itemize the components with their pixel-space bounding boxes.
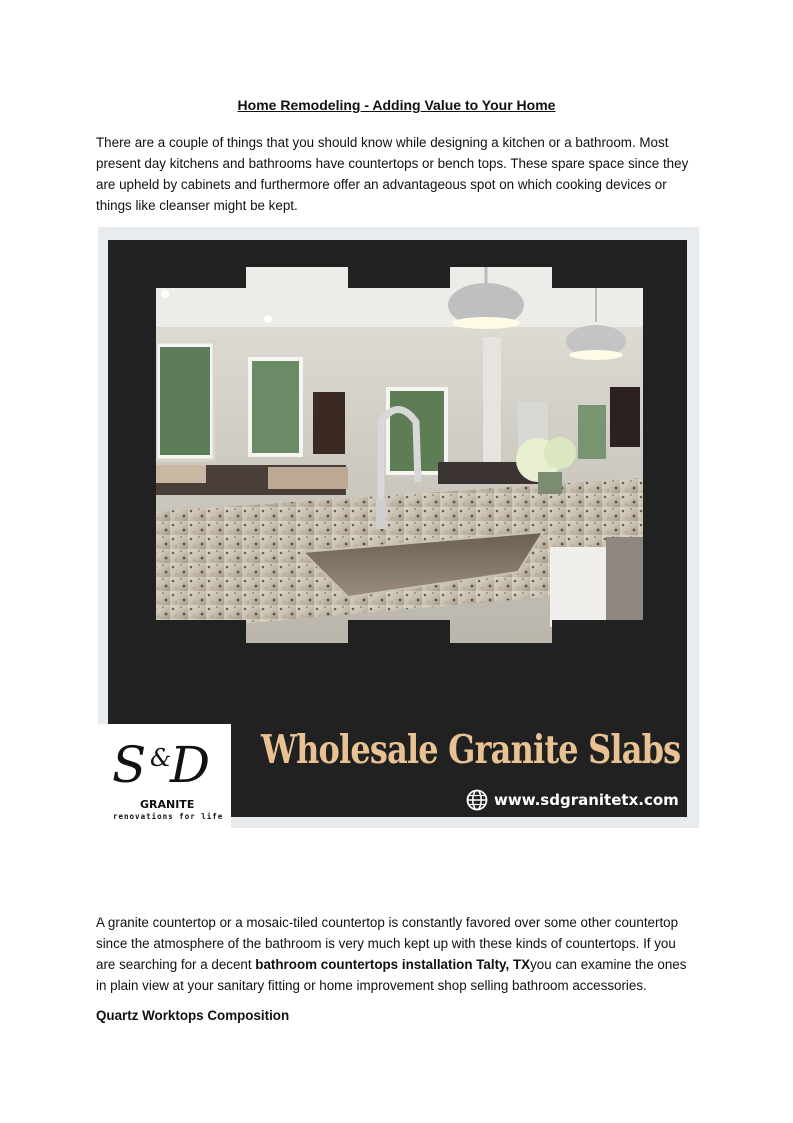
sd-granite-logo [98,724,231,828]
banner-website [466,789,679,811]
logo-brand: GRANITE [140,798,195,811]
section-heading: Quartz Worktops Composition [96,1008,290,1023]
paragraph-text: A granite countertop or a mosaic-tiled countertop is constantly favored over some other countertop since the atmosphere of the bathroom is very much kept up with these kinds of countertops. If you are searching for a decent [96,915,679,972]
globe-icon [466,789,488,811]
keyword-link-text: bathroom countertops installation Talty, TX [255,957,531,972]
svg-text:S: S [112,736,147,794]
website-url: www.sdgranitetx.com [494,791,679,809]
svg-text:D: D [170,736,211,794]
advertisement-image [98,227,699,828]
intro-paragraph: There are a couple of things that you should know while designing a kitchen or a bathroom. Most present day kitchens and bathrooms have countertops or bench tops. These spare space since they are upheld by cabinets and furthermore offer an advantageous spot on which cooking devices or things like cleanser might be kept. [96,135,689,213]
svg-text:&: & [150,744,172,772]
banner-slogan: Wholesale Granite Slabs [261,727,681,773]
paragraph-text-continued: you can examine the ones in plain view at your sanitary fitting or home improvement shop selling bathroom accessories. [96,957,687,993]
body-paragraph [96,912,698,996]
page-title: Home Remodeling - Adding Value to Your Home [237,97,556,113]
logo-tagline: renovations for life [113,812,224,821]
